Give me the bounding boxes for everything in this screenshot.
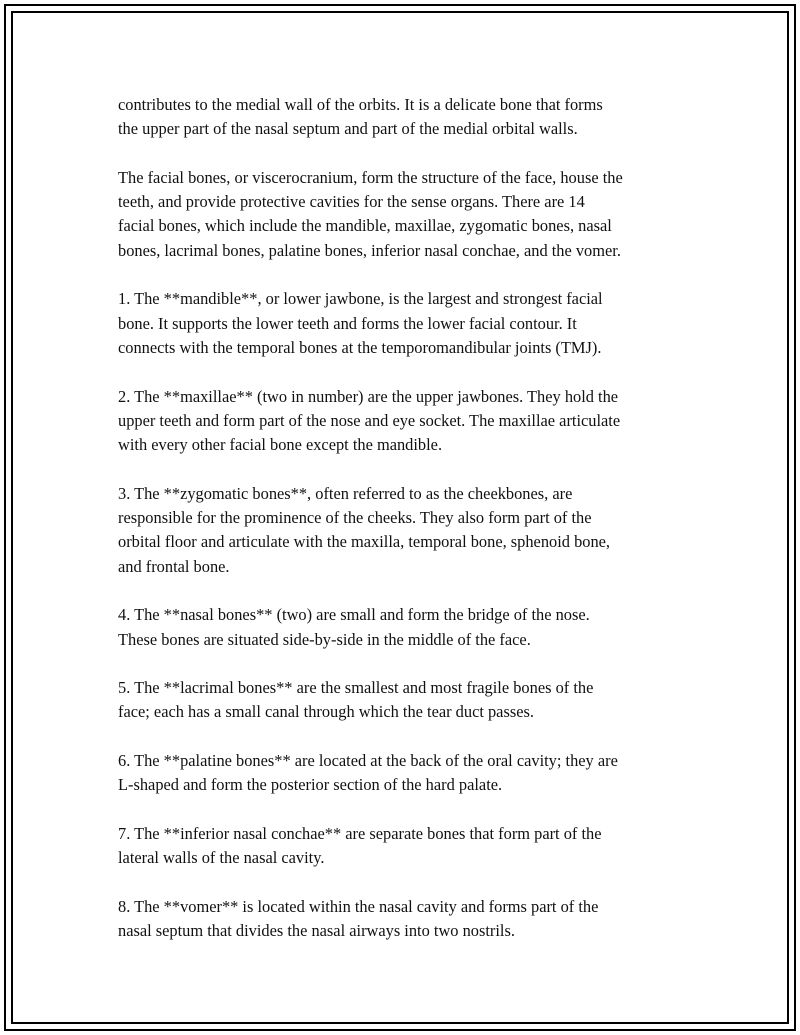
paragraph-palatine: 6. The **palatine bones** are located at the back of the oral cavity; they are L-shaped and form the posterior section of the hard palate. (118, 751, 618, 795)
paragraph-ethmoid-continuation: contributes to the medial wall of the orbits. It is a delicate bone that forms the upper part of the nasal septum and part of the medial orbital walls. (118, 95, 603, 139)
paragraph-mandible: 1. The **mandible**, or lower jawbone, is the largest and strongest facial bone. It supports the lower teeth and forms the lower facial contour. It connects with the temporal bones at the temporomandibular joints (TMJ). (118, 289, 603, 357)
paragraph-lacrimal: 5. The **lacrimal bones** are the smallest and most fragile bones of the face; each has a small canal through which the tear duct passes. (118, 678, 594, 722)
paragraph-inferior-nasal-conchae: 7. The **inferior nasal conchae** are separate bones that form part of the lateral walls of the nasal cavity. (118, 823, 602, 868)
paragraph-maxillae: 2. The **maxillae** (two in number) are the upper jawbones. They hold the upper teeth and form part of the nose and eye socket. The maxillae articulate with every other facial bone except the mandible. (118, 386, 621, 455)
paragraph-nasal: 4. The **nasal bones** (two) are small and form the bridge of the nose. These bones are situated side-by-side in the middle of the face. (118, 605, 590, 649)
document-body (118, 93, 696, 943)
paragraph-vomer: 8. The **vomer** is located within the nasal cavity and forms part of the nasal septum that divides the nasal airways into two nostrils. (118, 896, 599, 941)
paragraph-facial-bones-intro: The facial bones, or viscerocranium, form the structure of the face, house the teeth, and provide protective cavities for the sense organs. There are 14 facial bones, which include the mandible, maxillae, zygomatic bones, nasal bones, lacrimal bones, palatine bones, inferior nasal conchae, and the vomer. (118, 167, 623, 260)
paragraph-zygomatic: 3. The **zygomatic bones**, often referred to as the cheekbones, are responsible for the prominence of the cheeks. They also form part of the orbital floor and articulate with the maxilla, temporal bone, sphenoid bone, and frontal bone. (118, 483, 611, 576)
